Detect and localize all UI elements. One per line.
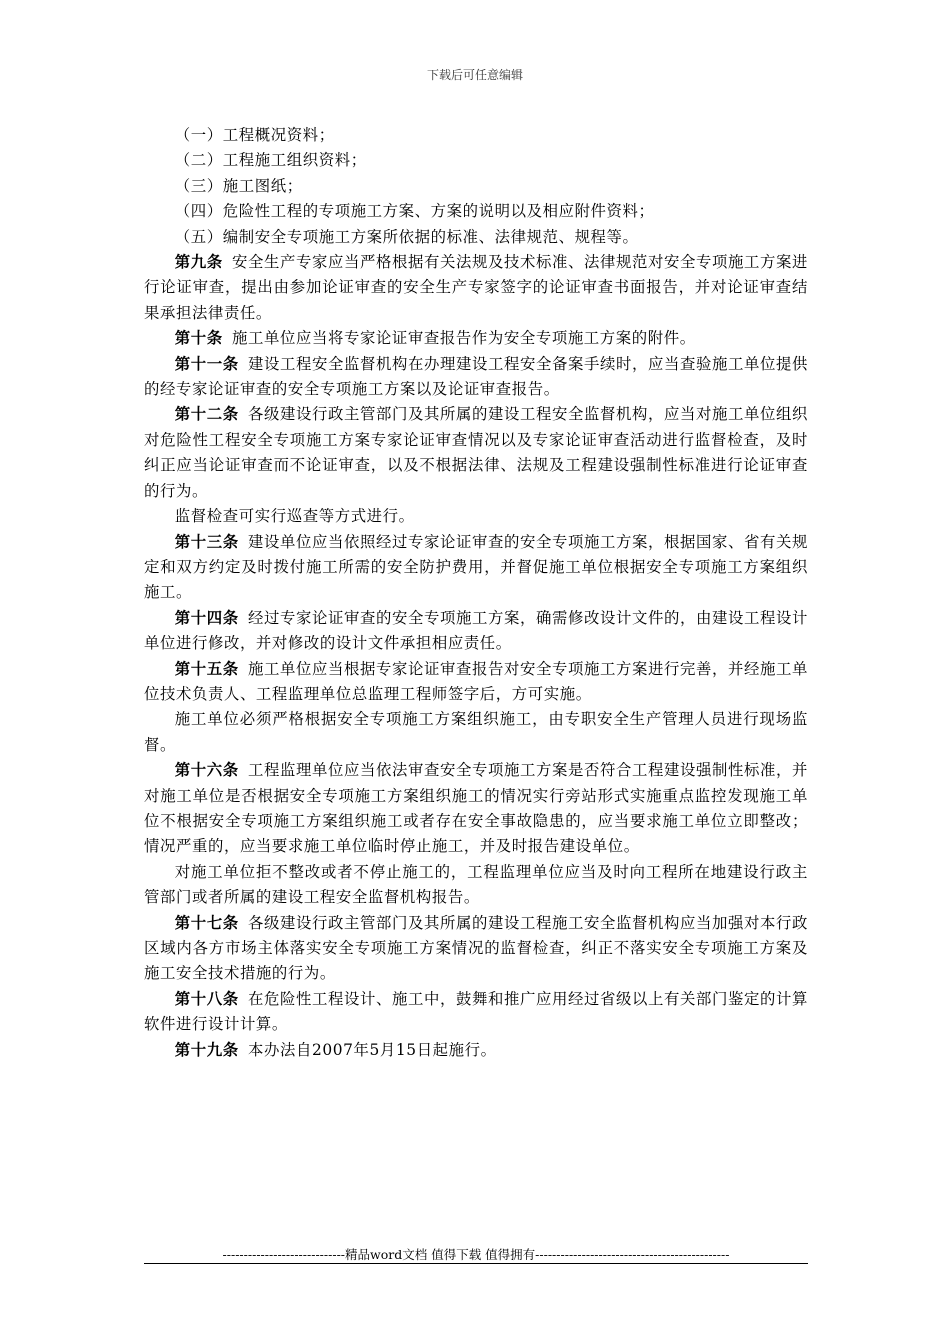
paragraph-text: 施工单位应当将专家论证审查报告作为安全专项施工方案的附件。 xyxy=(232,329,696,348)
paragraph-4 xyxy=(144,199,808,224)
article-number: 第十一条 xyxy=(174,354,239,373)
paragraph-9 xyxy=(144,402,808,504)
article-number: 第十四条 xyxy=(174,608,239,627)
paragraph-text: （四）危险性工程的专项施工方案、方案的说明以及相应附件资料； xyxy=(174,202,655,221)
paragraph-text: 施工单位必须严格根据安全专项施工方案组织施工，由专职安全生产管理人员进行现场监督。 xyxy=(144,710,808,754)
paragraph-text: （三）施工图纸； xyxy=(174,176,303,195)
article-number: 第十二条 xyxy=(174,405,239,424)
paragraph-7 xyxy=(144,326,808,351)
article-number: 第十九条 xyxy=(174,1040,239,1059)
paragraph-13 xyxy=(144,657,808,708)
paragraph-text: （五）编制安全专项施工方案所依据的标准、法律规范、规程等。 xyxy=(174,227,639,246)
paragraph-text: 各级建设行政主管部门及其所属的建设工程安全监督机构，应当对施工单位组织对危险性工程安全专项施工方案专家论证审查情况以及专家论证审查活动进行监督检查，及时纠正应当论证审查而不论证审查，以及不根据法律、法规及工程建设强制性标准进行论证审查的行为。 xyxy=(144,405,808,500)
paragraph-text: 本办法自2007年5月15日起施行。 xyxy=(248,1040,497,1059)
paragraph-19 xyxy=(144,1038,808,1063)
article-number: 第十条 xyxy=(174,329,223,348)
paragraph-12 xyxy=(144,606,808,657)
paragraph-text: 在危险性工程设计、施工中，鼓舞和推广应用经过省级以上有关部门鉴定的计算软件进行设计计算。 xyxy=(144,989,808,1034)
article-number: 第十八条 xyxy=(174,989,239,1008)
article-number: 第十三条 xyxy=(174,532,239,551)
paragraph-text: 对施工单位拒不整改或者不停止施工的，工程监理单位应当及时向工程所在地建设行政主管部门或者所属的建设工程安全监督机构报告。 xyxy=(144,862,808,907)
paragraph-6 xyxy=(144,250,808,326)
paragraph-14 xyxy=(144,707,808,758)
paragraph-text: 安全生产专家应当严格根据有关法规及技术标准、法律规范对安全专项施工方案进行论证审查，提出由参加论证审查的安全生产专家签字的论证审查书面报告，并对论证审查结果承担法律责任。 xyxy=(144,253,808,322)
paragraph-text: 工程监理单位应当依法审查安全专项施工方案是否符合工程建设强制性标准，并对施工单位是否根据安全专项施工方案组织施工的情况实行旁站形式实施重点监控发现施工单位不根据安全专项施工方案组织施工或者存在安全事故隐患的，应当要求施工单位立即整改；情况严重的，应当要求施工单位临时停止施工，并及时报告建设单位。 xyxy=(144,761,808,856)
article-number: 第十六条 xyxy=(174,761,239,780)
paragraph-10 xyxy=(144,504,808,529)
paragraph-2 xyxy=(144,148,808,173)
paragraph-16 xyxy=(144,860,808,911)
paragraph-17 xyxy=(144,911,808,987)
article-number: 第十七条 xyxy=(174,913,239,932)
article-number: 第十五条 xyxy=(174,659,239,678)
paragraph-text: 建设工程安全监督机构在办理建设工程安全备案手续时，应当查验施工单位提供的经专家论证审查的安全专项施工方案以及论证审查报告。 xyxy=(144,354,808,399)
paragraph-8 xyxy=(144,352,808,403)
page-footer: -----------------------------精品word文档 值得下载 值得拥有---------------------------------------------- xyxy=(222,1247,730,1262)
paragraph-3 xyxy=(144,174,808,199)
paragraph-15 xyxy=(144,758,808,860)
page-header: 下载后可任意编辑 xyxy=(426,68,523,82)
document-body xyxy=(144,123,808,1063)
paragraph-11 xyxy=(144,530,808,606)
paragraph-5 xyxy=(144,225,808,250)
paragraph-text: 建设单位应当依照经过专家论证审查的安全专项施工方案，根据国家、省有关规定和双方约定及时拨付施工所需的安全防护费用，并督促施工单位根据安全专项施工方案组织施工。 xyxy=(144,532,808,602)
paragraph-text: 各级建设行政主管部门及其所属的建设工程施工安全监督机构应当加强对本行政区域内各方市场主体落实安全专项施工方案情况的监督检查，纠正不落实安全专项施工方案及施工安全技术措施的行为。 xyxy=(144,913,808,983)
paragraph-text: （二）工程施工组织资料； xyxy=(174,151,367,170)
paragraph-1 xyxy=(144,123,808,148)
paragraph-18 xyxy=(144,987,808,1038)
paragraph-text: 监督检查可实行巡查等方式进行。 xyxy=(174,507,415,526)
paragraph-text: （一）工程概况资料； xyxy=(174,126,335,144)
footer-rule xyxy=(144,1263,808,1264)
paragraph-text: 经过专家论证审查的安全专项施工方案，确需修改设计文件的，由建设工程设计单位进行修改，并对修改的设计文件承担相应责任。 xyxy=(144,608,808,653)
paragraph-text: 施工单位应当根据专家论证审查报告对安全专项施工方案进行完善，并经施工单位技术负责人、工程监理单位总监理工程师签字后，方可实施。 xyxy=(144,659,808,703)
article-number: 第九条 xyxy=(174,253,223,272)
